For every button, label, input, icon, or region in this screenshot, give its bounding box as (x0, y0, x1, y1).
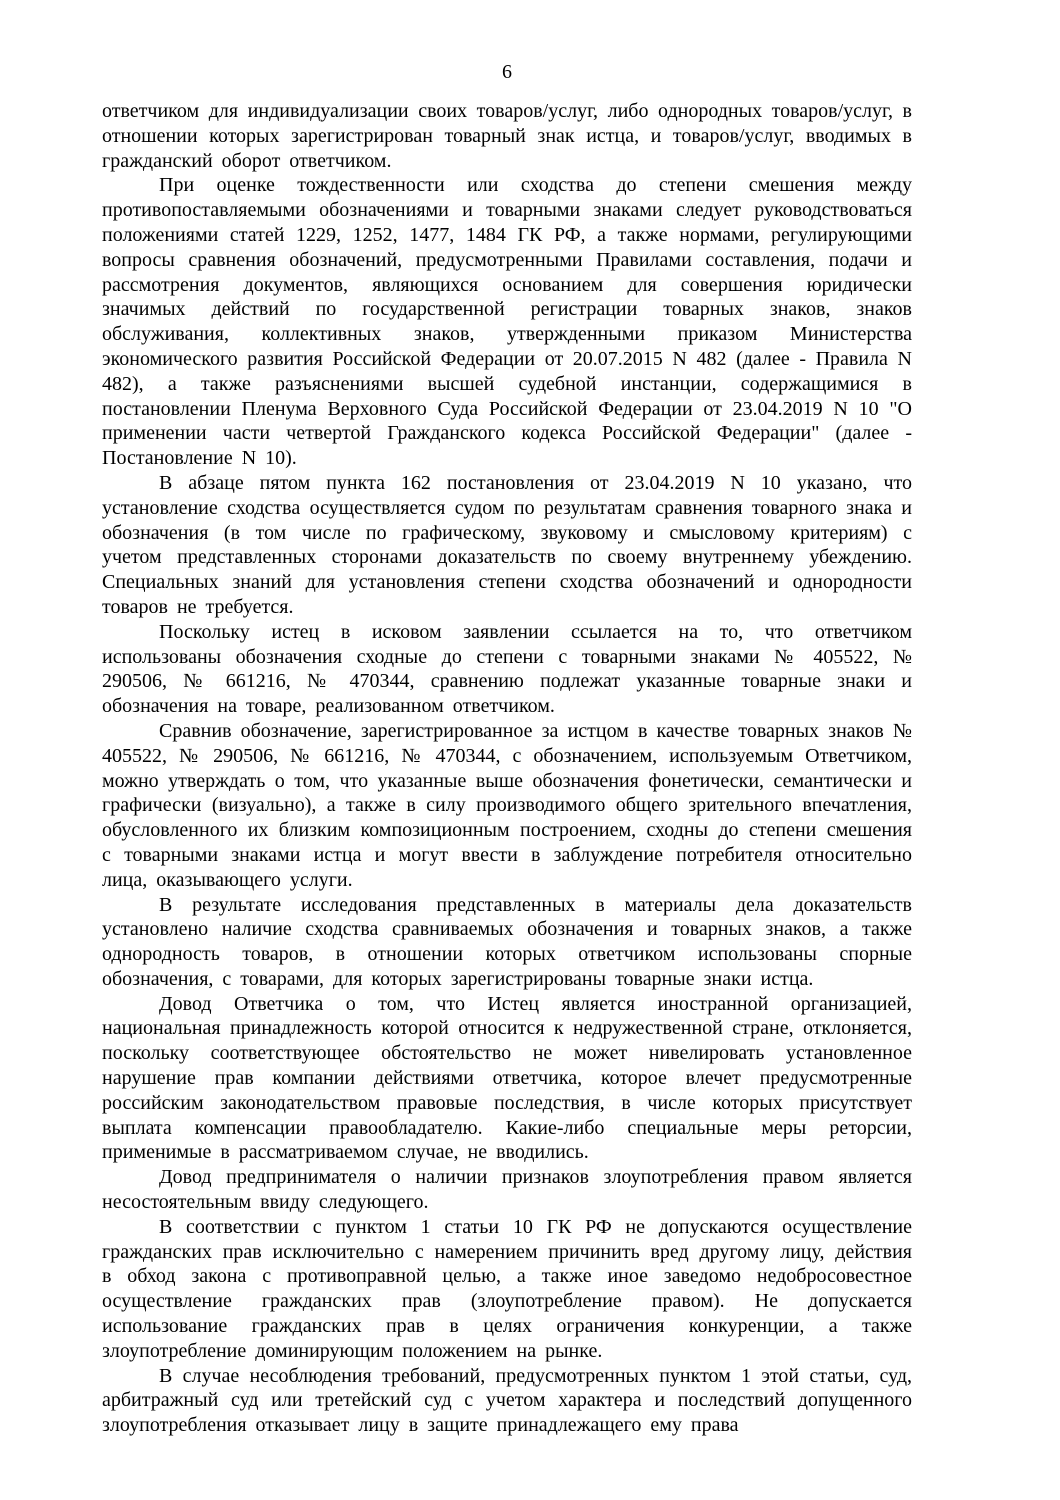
paragraph-abuse-of-right-argument: Довод предпринимателя о наличии признаков злоупотребления правом является несостоятельным ввиду следующего. (102, 1166, 912, 1214)
paragraph-plenum-point-162: В абзаце пятом пункта 162 постановления от 23.04.2019 N 10 указано, что установление сходства осуществляется судом по результатам сравнения товарного знака и обозначения (в том числе по графическому, звуковому и смысловому критериям) с учетом представленных сторонами доказательств по своему внутреннему убеждению. Специальных знаний для установления степени сходства обозначений и однородности товаров не требуется. (102, 471, 912, 618)
paragraph-claim-trademarks: Поскольку истец в исковом заявлении ссылается на то, что ответчиком использованы обозначения сходные до степени с товарными знаками № 405522, № 290506, № 661216, № 470344, сравнению подлежат указанные товарные знаки и обозначения на товаре, реализованном ответчиком. (102, 620, 912, 718)
paragraph-similarity-established: В результате исследования представленных в материалы дела доказательств установлено наличие сходства сравниваемых обозначения и товарных знаков, а также однородность товаров, в отношении которых ответчиком использованы спорные обозначения, с товарами, для которых зарегистрированы товарные знаки истца. (102, 893, 912, 990)
paragraph-foreign-entity-argument: Довод Ответчика о том, что Истец является иностранной организацией, национальная принадлежность которой относится к недружественной стране, отклоняется, поскольку соответствующее обстоятельство не может нивелировать установленное нарушение прав компании действиями ответчика, которое влечет предусмотренные российским законодательством правовые последствия, в числе которых присутствует выплата компенсации правообладателю. Какие-либо специальные меры реторсии, применимые в рассматриваемом случае, не вводились. (102, 992, 912, 1164)
paragraph-assessment-rules: При оценке тождественности или сходства до степени смешения между противопоставляемыми обозначениями и товарными знаками следует руководствоваться положениями статей 1229, 1252, 1477, 1484 ГК РФ, а также нормами, регулирующими вопросы сравнения обозначений, предусмотренными Правилами составления, подачи и рассмотрения документов, являющихся основанием для совершения юридически значимых действий по государственной регистрации товарных знаков, знаков обслуживания, коллективных знаков, утвержденными приказом Министерства экономического развития Российской Федерации от 20.07.2015 N 482 (далее - Правила N 482), а также разъяснениями высшей судебной инстанции, содержащимися в постановлении Пленума Верховного Суда Российской Федерации от 23.04.2019 N 10 "О применении части четвертой Гражданского кодекса Российской Федерации" (далее - Постановление N 10). (102, 174, 912, 470)
document-body (102, 99, 912, 1438)
paragraph-continuation: ответчиком для индивидуализации своих товаров/услуг, либо однородных товаров/услуг, в отношении которых зарегистрирован товарный знак истца, и товаров/услуг, вводимых в гражданский оборот ответчиком. (102, 100, 912, 172)
page-number: 6 (502, 61, 512, 83)
paragraph-comparison-result: Сравнив обозначение, зарегистрированное за истцом в качестве товарных знаков № 405522, № 290506, № 661216, № 470344, с обозначением, используемым Ответчиком, можно утверждать о том, что указанные выше обозначения фонетически, семантически и графически (визуально), а также в силу производимого общего зрительного впечатления, обусловленного их близким композиционным построением, сходны до степени смешения с товарными знаками истца и могут ввести в заблуждение потребителя относительно лица, оказывающего услуги. (102, 719, 912, 891)
paragraph-consequences-of-abuse: В случае несоблюдения требований, предусмотренных пунктом 1 этой статьи, суд, арбитражный суд или третейский суд с учетом характера и последствий допущенного злоупотребления отказывает лицу в защите принадлежащего ему права (102, 1364, 912, 1437)
paragraph-article-10-gk-rf: В соответствии с пунктом 1 статьи 10 ГК РФ не допускаются осуществление гражданских прав исключительно с намерением причинить вред другому лицу, действия в обход закона с противоправной целью, а также иное заведомо недобросовестное осуществление гражданских прав (злоупотребление правом). Не допускается использование гражданских прав в целях ограничения конкуренции, а также злоупотребление доминирующим положением на рынке. (102, 1215, 912, 1362)
